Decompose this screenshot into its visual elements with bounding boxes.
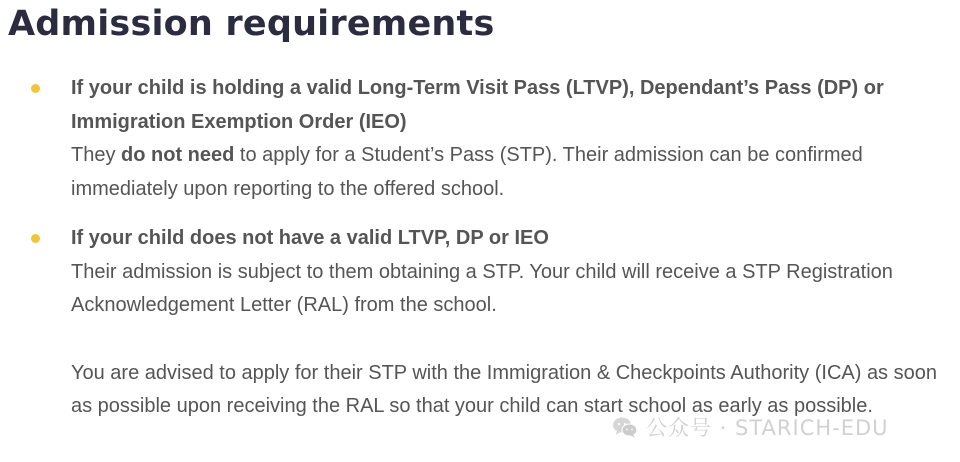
item-body <box>71 139 940 206</box>
item-body: Their admission is subject to them obtaining a STP. Your child will receive a STP Registration Acknowledgement Letter (RAL) from the school. <box>71 260 893 316</box>
watermark-text: 公众号 · STARICH-EDU <box>646 416 889 440</box>
item-body-text: to apply for a Student’s Pass (STP). Their admission can be confirmed immediately upon reporting to the offered school. <box>71 144 863 200</box>
list-item <box>0 72 960 206</box>
item-body-text: They <box>71 144 122 166</box>
list-item <box>0 222 960 424</box>
watermark <box>612 412 889 442</box>
item-heading: If your child is holding a valid Long-Term Visit Pass (LTVP), Dependant’s Pass (DP) or Immigration Exemption Order (IEO) <box>71 77 884 133</box>
item-heading: If your child does not have a valid LTVP, DP or IEO <box>71 227 549 249</box>
page-title: Admission requirements <box>8 4 495 44</box>
item-body-emphasis: do not need <box>121 144 235 166</box>
wechat-icon <box>612 416 638 438</box>
bullet-icon <box>31 234 40 243</box>
item-note: You are advised to apply for their STP with the Immigration & Checkpoints Authority (ICA) as soon as possible upon receiving the RAL so that your child can start school as early as possible. <box>71 361 937 417</box>
requirements-list <box>0 72 960 424</box>
bullet-icon <box>31 84 40 93</box>
